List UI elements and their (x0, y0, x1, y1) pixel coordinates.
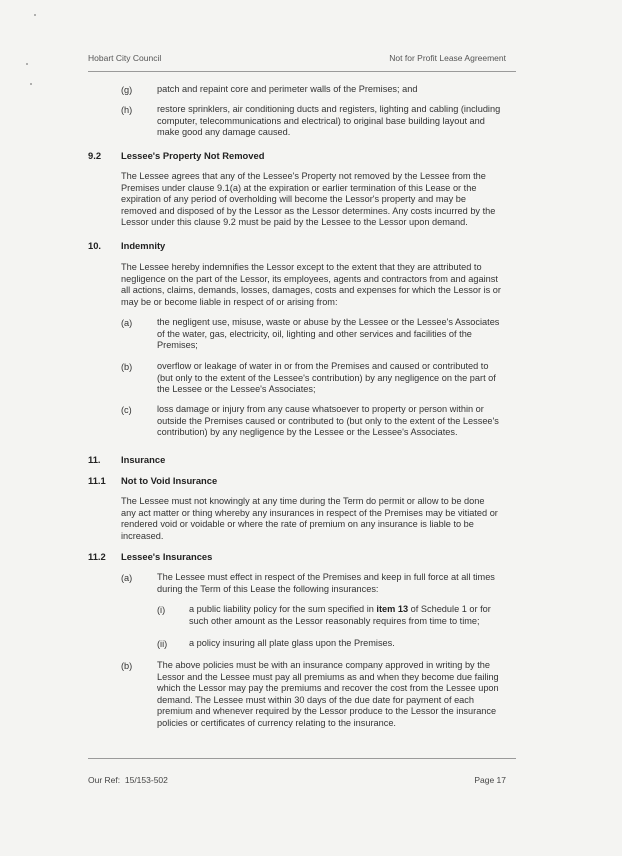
clause-10-item-c-text (157, 404, 499, 439)
text-run: a public liability policy for the sum specified in (189, 604, 377, 614)
text-line: loss damage or injury from any cause whatsoever to property or person within or (157, 404, 484, 414)
text-line: rendered void or voidable or where the rate of premium on any insurance is liable to be (121, 519, 474, 530)
clause-9-2-heading: Lessee's Property Not Removed (121, 150, 265, 161)
footer-ref-value: 15/153-502 (124, 775, 168, 785)
text-line: during the Term of this Lease the following insurances: (157, 583, 379, 594)
text-line: any act matter or thing whereby any insurances in respect of the Premises may be vitiated or (121, 507, 498, 518)
header-right: Not for Profit Lease Agreement (389, 53, 506, 63)
clause-11-2-number: 11.2 (88, 551, 106, 562)
item-h-text (157, 104, 500, 139)
text-line: of the water, gas, electricity, oil, lighting and other services and facilities of the (157, 328, 472, 339)
text-line: Premises; (157, 340, 198, 351)
clause-11-2-b-label: (b) (121, 661, 133, 671)
item-g-label: (g) (121, 85, 133, 95)
text-line: such other amount as the Lessor reasonably requires from time to time; (189, 615, 480, 626)
text-line: increased. (121, 530, 164, 541)
text-line: computer, telecommunications and electrical) to original base building layout and (157, 115, 485, 126)
clause-11-2-heading: Lessee's Insurances (121, 551, 213, 562)
text-line: the Lessee or the Lessee's Associates; (157, 384, 316, 395)
scan-speck (34, 14, 36, 16)
text-line (189, 604, 491, 616)
text-line: demand. The Lessee must within 30 days of the due date for payment of each (157, 694, 474, 705)
text-line: The above policies must be with an insurance company approved in writing by the (157, 660, 490, 670)
text-line: restore sprinklers, air conditioning ducts and registers, lighting and cabling (including (157, 104, 501, 114)
clause-10-item-b-text (157, 361, 496, 396)
text-line: outside the Premises caused or contributed to (but only to the extent of the Lessee's (157, 415, 499, 426)
footer-rule (88, 758, 516, 759)
text-line: which the Lessor may pay the premiums and recover the cost from the Lessee upon (157, 683, 499, 694)
text-line: Lessor and the Lessee must pay all premiums as and when they become due failing (157, 671, 499, 682)
clause-10-item-b-label: (b) (121, 362, 133, 372)
text-line: overflow or leakage of water in or from the Premises and caused or contributed to (157, 361, 489, 371)
text-line: make good any damage caused. (157, 127, 291, 138)
text-line: all actions, claims, demands, losses, damages, costs and expenses for which the Lessor is or (121, 285, 501, 296)
text-line: contribution) by any negligence by the Lessee or the Lessee's Associates. (157, 427, 458, 438)
text-line: The Lessee must effect in respect of the Premises and keep in full force at all times (157, 572, 495, 582)
clause-11-1-number: 11.1 (88, 475, 106, 486)
clause-11-2-a-i-text (189, 604, 491, 627)
header-left: Hobart City Council (88, 53, 162, 63)
clause-10-number: 10. (88, 240, 102, 251)
clause-11-number: 11. (88, 454, 101, 465)
text-run: of Schedule 1 or for (408, 604, 491, 614)
text-line: (but only to the extent of the Lessee's contribution) by any negligence on the part of (157, 372, 496, 383)
text-line: Lessor under this clause 9.2 must be paid by the Lessee to the Lessor upon demand. (121, 217, 468, 228)
page-number: Page 17 (474, 775, 506, 785)
clause-11-2-a-ii-text: a policy insuring all plate glass upon the Premises. (189, 638, 395, 648)
clause-10-item-a-label: (a) (121, 318, 133, 328)
text-line: removed and disposed of by the Lessor as the Lessor determines. Any costs incurred by the (121, 205, 496, 216)
clause-11-2-a-ii-label: (ii) (157, 639, 168, 649)
footer-reference (88, 775, 168, 785)
text-line: policies or certificates of currency relating to the insurance. (157, 717, 396, 728)
text-line: premium and whenever required by the Lessor produce to the Lessor the insurance (157, 706, 497, 717)
clause-11-2-a-text (157, 572, 495, 595)
text-line: The Lessee hereby indemnifies the Lessor except to the extent that they are attributed to (121, 262, 482, 272)
clause-10-item-a-text (157, 317, 499, 352)
text-line: negligence on the part of the Lessor, its employees, agents and contractors from and against (121, 273, 498, 284)
clause-11-1-body (121, 496, 498, 542)
text-line: The Lessee agrees that any of the Lessee's Property not removed by the Lessee from the (121, 171, 486, 181)
clause-11-1-heading: Not to Void Insurance (121, 475, 218, 486)
text-line: The Lessee must not knowingly at any time during the Term do permit or allow to be done (121, 496, 485, 506)
clause-10-intro (121, 262, 501, 308)
text-line: the negligent use, misuse, waste or abuse by the Lessee or the Lessee's Associates (157, 317, 500, 327)
clause-11-2-a-i-label: (i) (157, 605, 166, 615)
text-line: may be or become liable in respect of or arising from: (121, 296, 338, 307)
scan-speck (26, 63, 28, 65)
text-line: Premises under clause 9.1(a) at the expiration or earlier termination of this Lease or the (121, 182, 477, 193)
clause-10-heading: Indemnity (121, 240, 166, 251)
clause-11-2-a-label: (a) (121, 573, 133, 583)
clause-10-item-c-label: (c) (121, 405, 132, 415)
clause-9-2-body (121, 171, 495, 229)
item-h-label: (h) (121, 105, 133, 115)
item-g-text: patch and repaint core and perimeter walls of the Premises; and (157, 84, 418, 94)
text-line: expiration of any period of overholding will become the Lessor's property and may be (121, 194, 466, 205)
clause-9-2-number: 9.2 (88, 150, 102, 161)
clause-11-heading: Insurance (121, 454, 166, 465)
clause-11-2-b-text (157, 660, 499, 730)
header-rule (88, 71, 516, 72)
scan-speck (30, 83, 32, 85)
footer-ref-label: Our Ref: (88, 775, 121, 785)
item-reference: item 13 (376, 604, 409, 614)
